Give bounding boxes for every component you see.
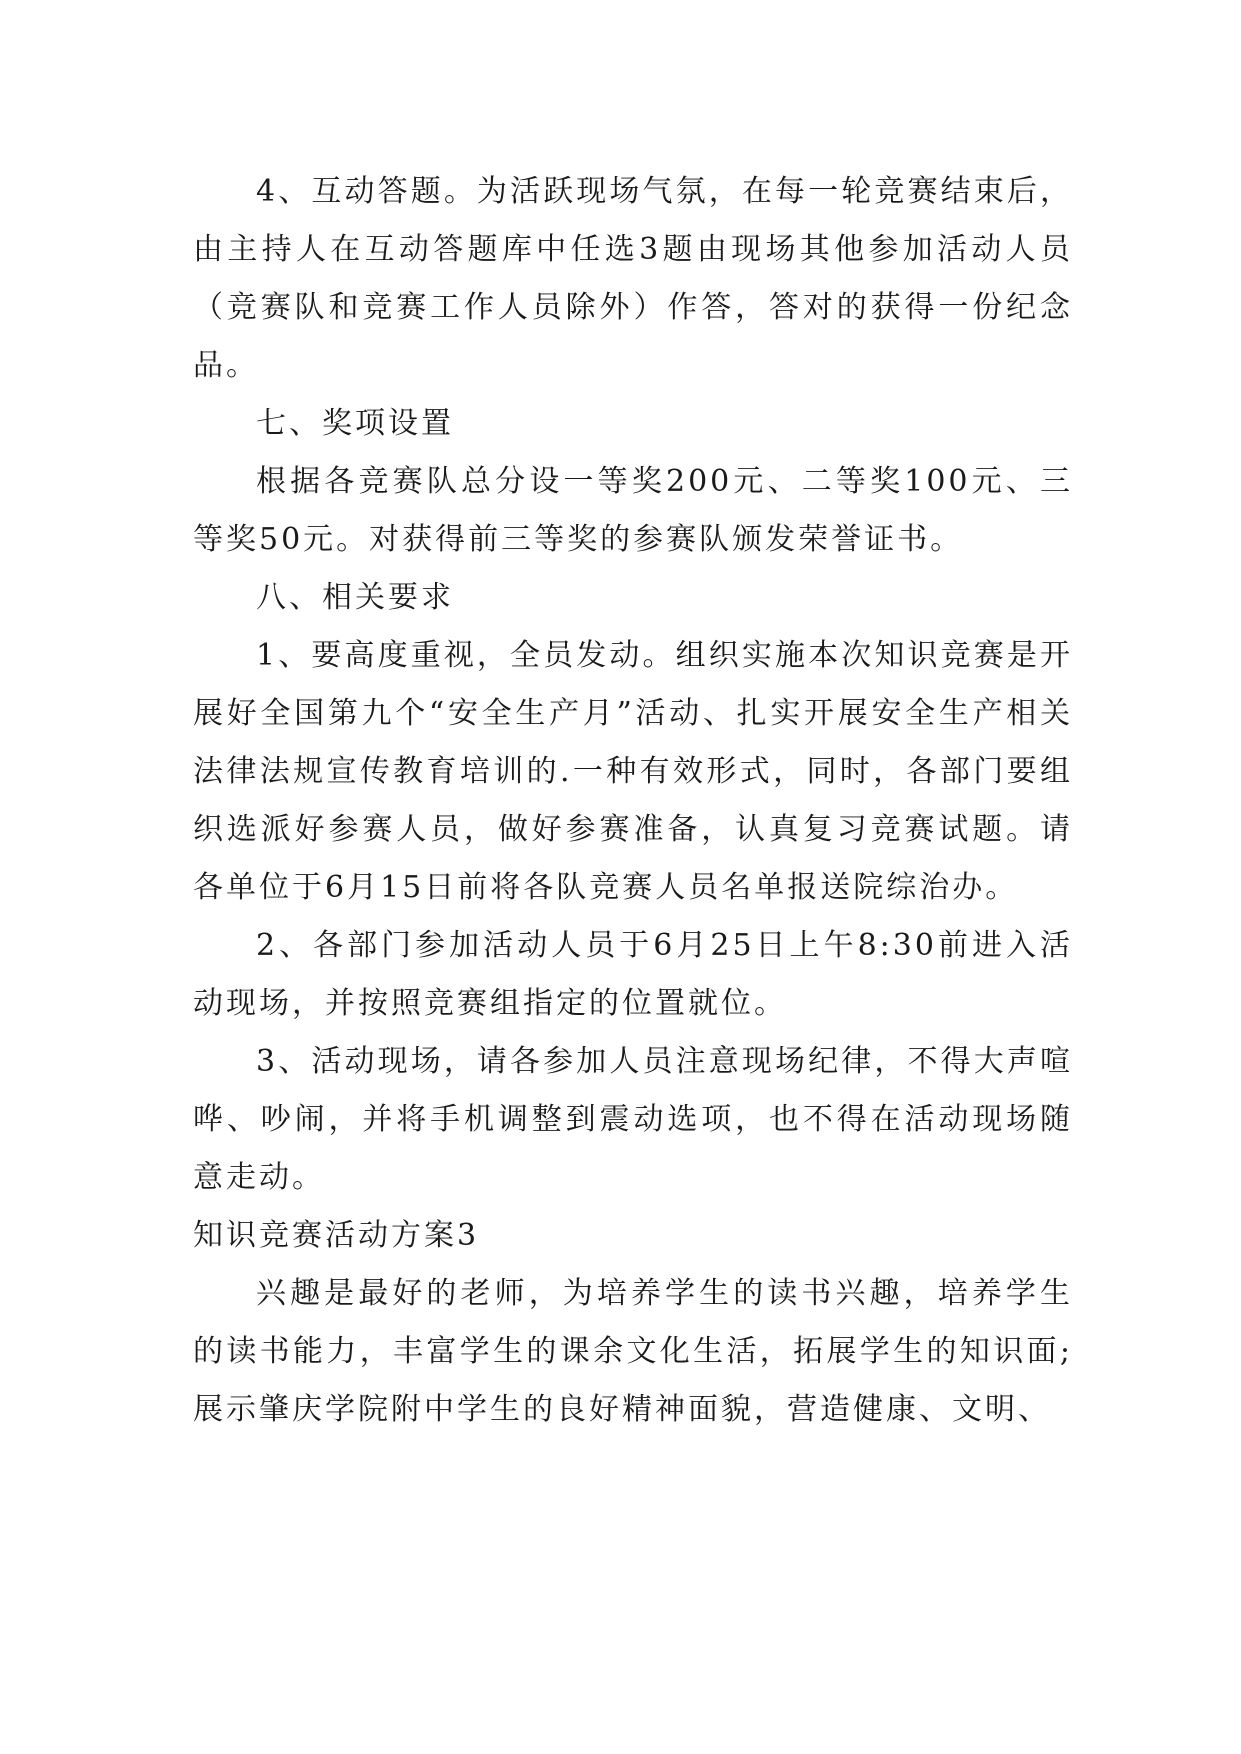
paragraph-requirement-3: 3、活动现场，请各参加人员注意现场纪律，不得大声喧哗、吵闹，并将手机调整到震动选项，也不得在活动现场随意走动。 (193, 1044, 1073, 1195)
paragraph-requirement-2: 2、各部门参加活动人员于6月25日上午8:30前进入活动现场，并按照竞赛组指定的位置就位。 (193, 928, 1073, 1021)
section-heading-awards: 七、奖项设置 (256, 406, 454, 441)
paragraph-requirement-1: 1、要高度重视，全员发动。组织实施本次知识竞赛是开展好全国第九个“安全生产月”活动、扎实开展安全生产相关法律法规宣传教育培训的.一种有效形式，同时，各部门要组织选派好参赛人员，做好参赛准备，认真复习竞赛试题。请各单位于6月15日前将各队竞赛人员名单报送院综治办。 (193, 638, 1073, 905)
section-heading-requirements: 八、相关要求 (256, 580, 454, 615)
paragraph-awards: 根据各竞赛队总分设一等奖200元、二等奖100元、三等奖50元。对获得前三等奖的参赛队颁发荣誉证书。 (193, 464, 1073, 557)
document-title: 知识竞赛活动方案3 (193, 1218, 480, 1253)
document-body (193, 163, 1073, 1439)
paragraph-item-4: 4、互动答题。为活跃现场气氛，在每一轮竞赛结束后，由主持人在互动答题库中任选3题由现场其他参加活动人员（竞赛队和竞赛工作人员除外）作答，答对的获得一份纪念品。 (193, 174, 1073, 383)
paragraph-intro: 兴趣是最好的老师，为培养学生的读书兴趣，培养学生的读书能力，丰富学生的课余文化生活，拓展学生的知识面;展示肇庆学院附中学生的良好精神面貌，营造健康、文明、 (193, 1276, 1073, 1427)
